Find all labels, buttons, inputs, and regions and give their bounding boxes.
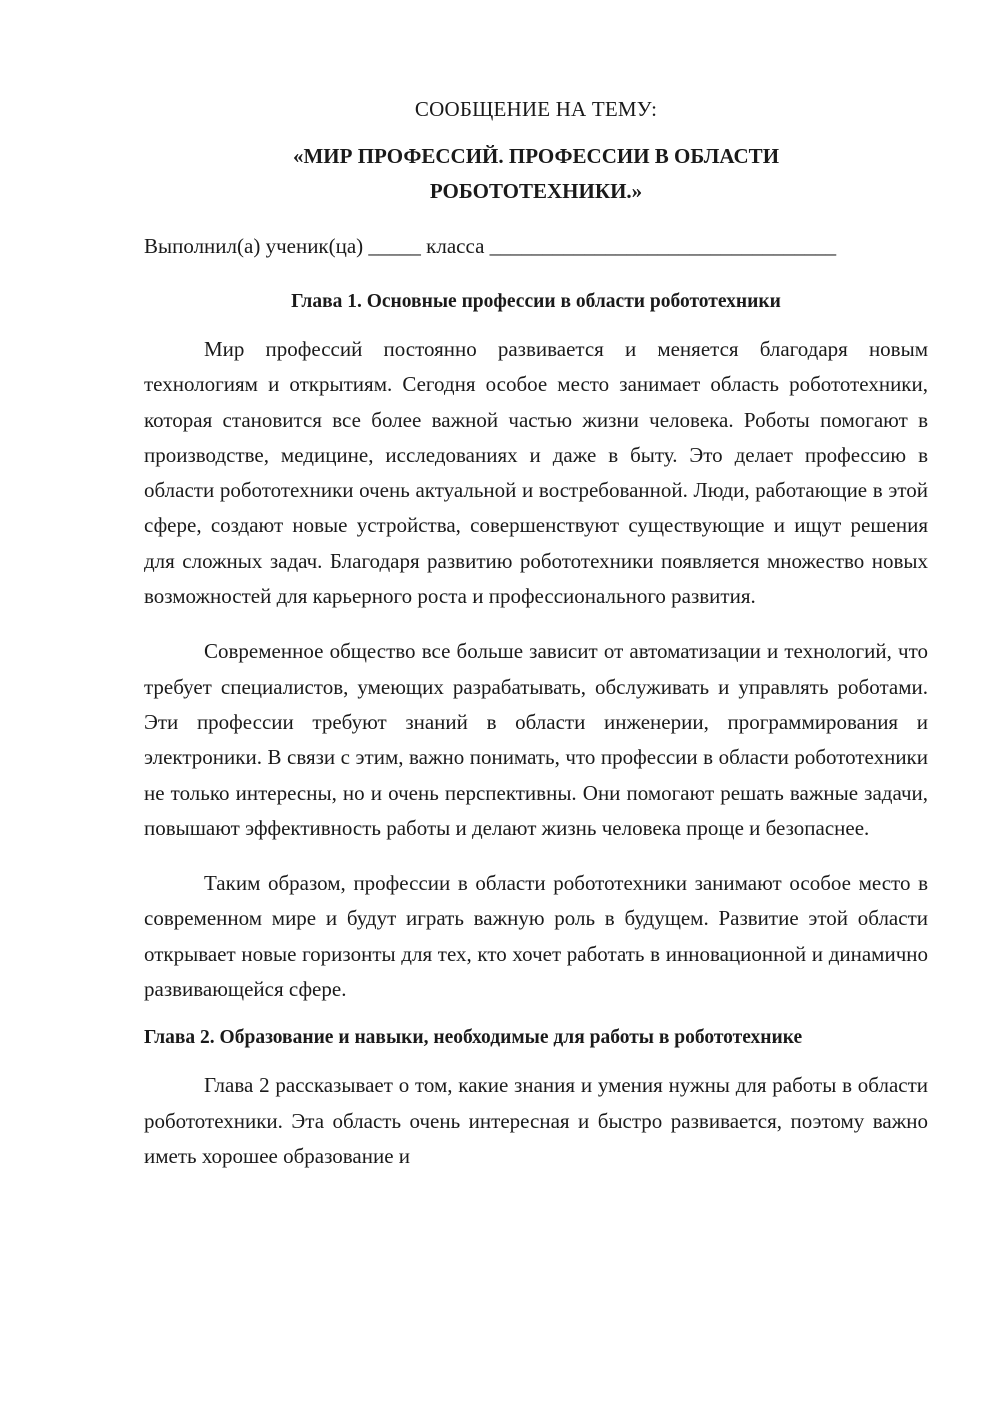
chapter-1-paragraph-2: Современное общество все больше зависит от автоматизации и технологий, что требует специалистов, умеющих разрабатывать, обслуживать и управлять роботами. Эти профессии требуют знаний в области инженерии, программирования и электроники. В связи с этим, важно понимать, что профессии в области робототехники не только интересны, но и очень перспективны. Они помогают решать важные задачи, повышают эффективность работы и делают жизнь человека проще и безопаснее. [144, 639, 928, 840]
document-subject: СООБЩЕНИЕ НА ТЕМУ: [414, 97, 658, 121]
chapter-1-paragraph-1: Мир профессий постоянно развивается и меняется благодаря новым технологиям и открытиям. Сегодня особое место занимает область робототехники, которая становится все более важной частью жизни человека. Роботы помогают в производстве, медицине, исследованиях и даже в быту. Это делает профессию в области робототехники очень актуальной и востребованной. Люди, работающие в этой сфере, создают новые устройства, совершенствуют существующие и ищут решения для сложных задач. Благодаря развитию робототехники появляется множество новых возможностей для карьерного роста и профессионального развития. [144, 337, 928, 609]
document-topic [144, 139, 928, 209]
document-topic-line1: «МИР ПРОФЕССИЙ. ПРОФЕССИИ В ОБЛАСТИ [292, 144, 780, 168]
chapter-2-paragraph-1: Глава 2 рассказывает о том, какие знания и умения нужны для работы в области робототехники. Эта область очень интересная и быстро развивается, поэтому важно иметь хорошее образование и [144, 1073, 928, 1168]
chapter-1-title: Глава 1. Основные профессии в области робототехники [291, 291, 781, 312]
chapter-2-title: Глава 2. Образование и навыки, необходимые для работы в робототехнике [144, 1027, 803, 1049]
author-line: Выполнил(а) ученик(ца) _____ класса _________________________________ [144, 234, 837, 258]
document-topic-line2: РОБОТОТЕХНИКИ.» [429, 179, 643, 203]
document-body [144, 92, 928, 1174]
chapter-1-paragraph-3: Таким образом, профессии в области робототехники занимают особое место в современном мире и будут играть важную роль в будущем. Развитие этой области открывает новые горизонты для тех, кто хочет работать в инновационной и динамично развивающейся сфере. [144, 871, 928, 1002]
